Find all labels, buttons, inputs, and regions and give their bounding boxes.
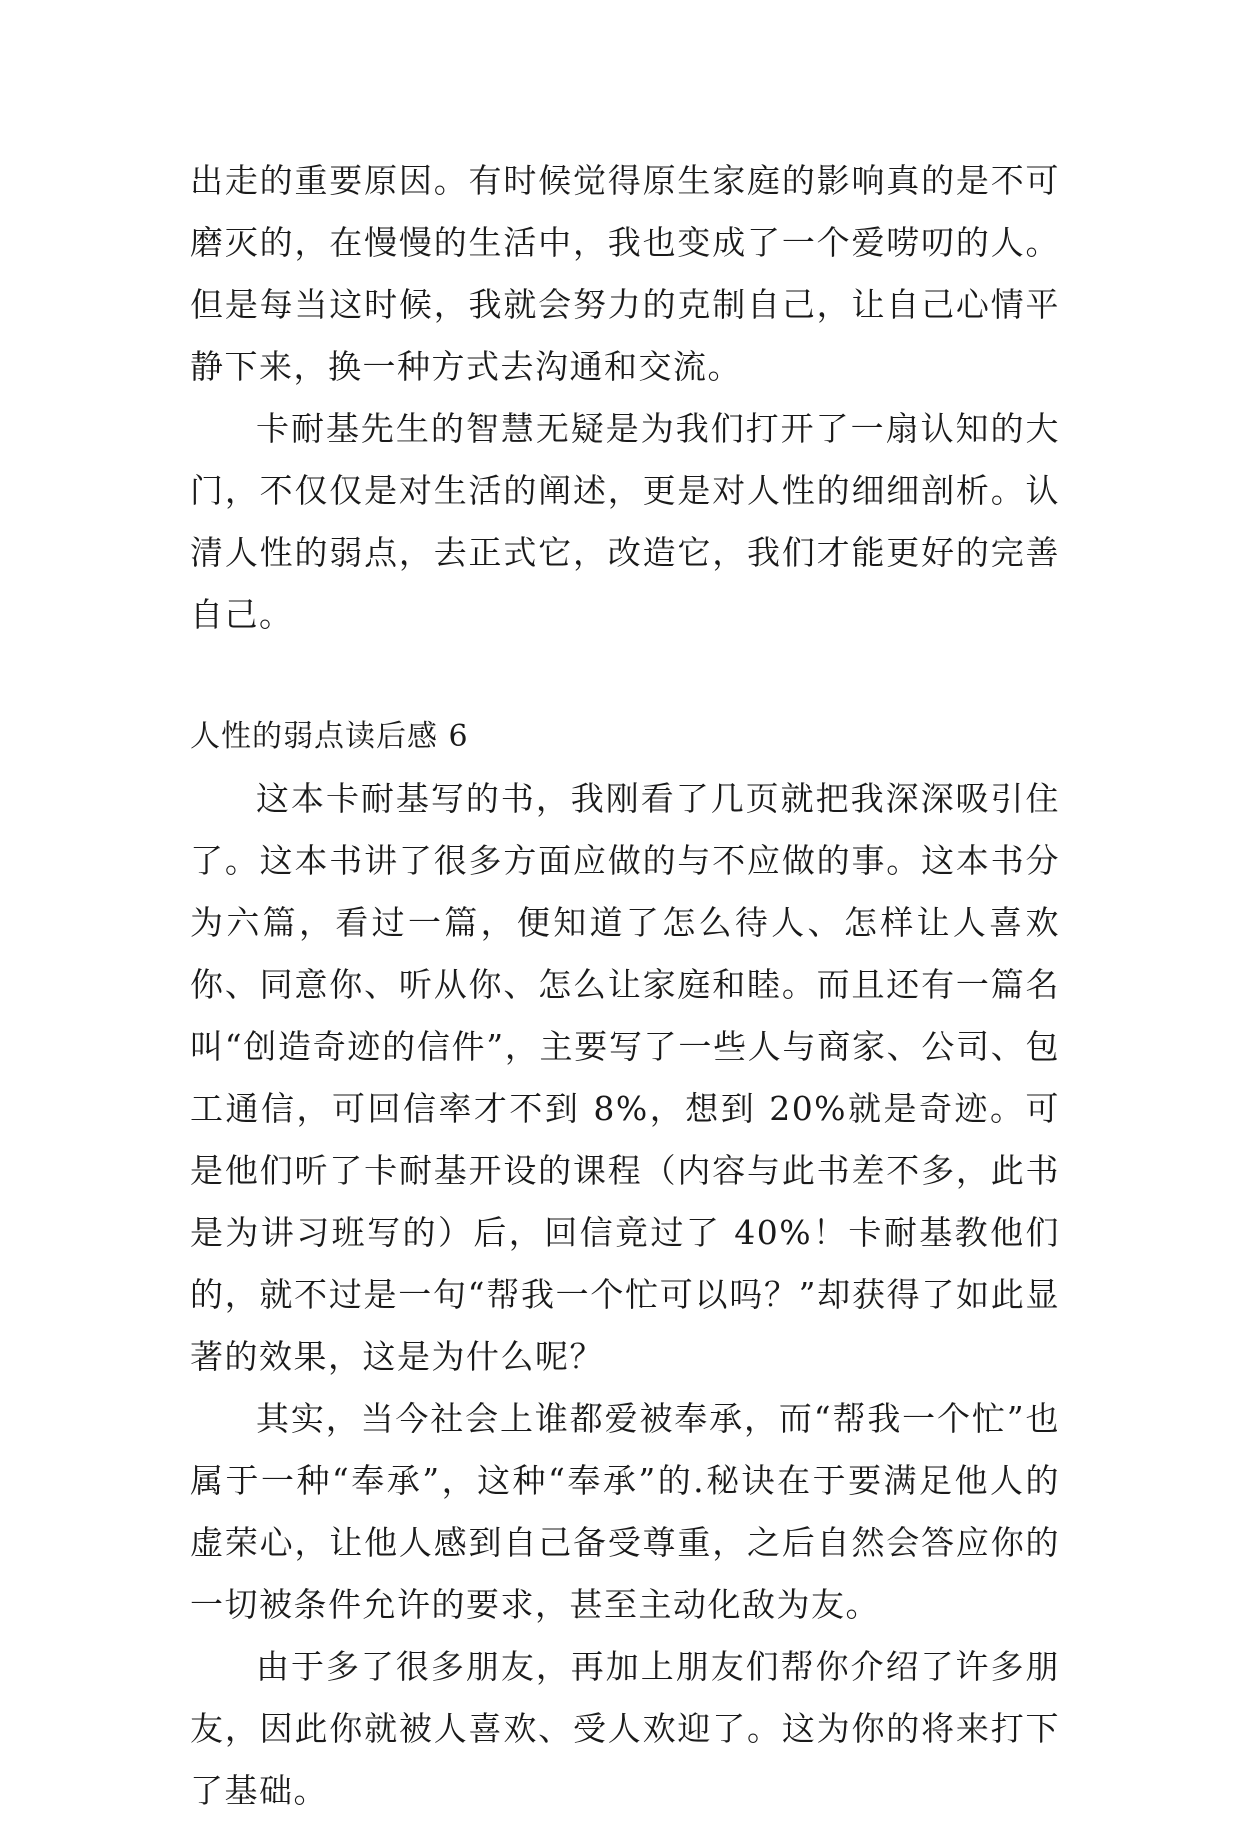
section-title: 人性的弱点读后感 6 [190,719,469,754]
document-page [190,150,1060,1822]
paragraph-continued: 出走的重要原因。有时候觉得原生家庭的影响真的是不可磨灭的，在慢慢的生活中，我也变成了一个爱唠叨的人。但是每当这时候，我就会努力的克制自己，让自己心情平静下来，换一种方式去沟通和交流。 [190,161,1060,386]
paragraph-flattery: 其实，当今社会上谁都爱被奉承，而“帮我一个忙”也属于一种“奉承”，这种“奉承”的.秘诀在于要满足他人的虚荣心，让他人感到自己备受尊重，之后自然会答应你的一切被条件允许的要求，甚至主动化敌为友。 [190,1399,1060,1624]
paragraph-book-intro: 这本卡耐基写的书，我刚看了几页就把我深深吸引住了。这本书讲了很多方面应做的与不应做的事。这本书分为六篇，看过一篇，便知道了怎么待人、怎样让人喜欢你、同意你、听从你、怎么让家庭和睦。而且还有一篇名叫“创造奇迹的信件”，主要写了一些人与商家、公司、包工通信，可回信率才不到 8%，想到 20%就是奇迹。可是他们听了卡耐基开设的课程（内容与此书差不多，此书是为讲习班写的）后，回信竟过了 40%！卡耐基教他们的，就不过是一句“帮我一个忙可以吗？”却获得了如此显著的效果，这是为什么呢？ [190,779,1060,1376]
paragraph-friends: 由于多了很多朋友，再加上朋友们帮你介绍了许多朋友，因此你就被人喜欢、受人欢迎了。这为你的将来打下了基础。 [190,1647,1060,1810]
paragraph-carnegie-wisdom: 卡耐基先生的智慧无疑是为我们打开了一扇认知的大门，不仅仅是对生活的阐述，更是对人性的细细剖析。认清人性的弱点，去正式它，改造它，我们才能更好的完善自己。 [190,409,1060,634]
